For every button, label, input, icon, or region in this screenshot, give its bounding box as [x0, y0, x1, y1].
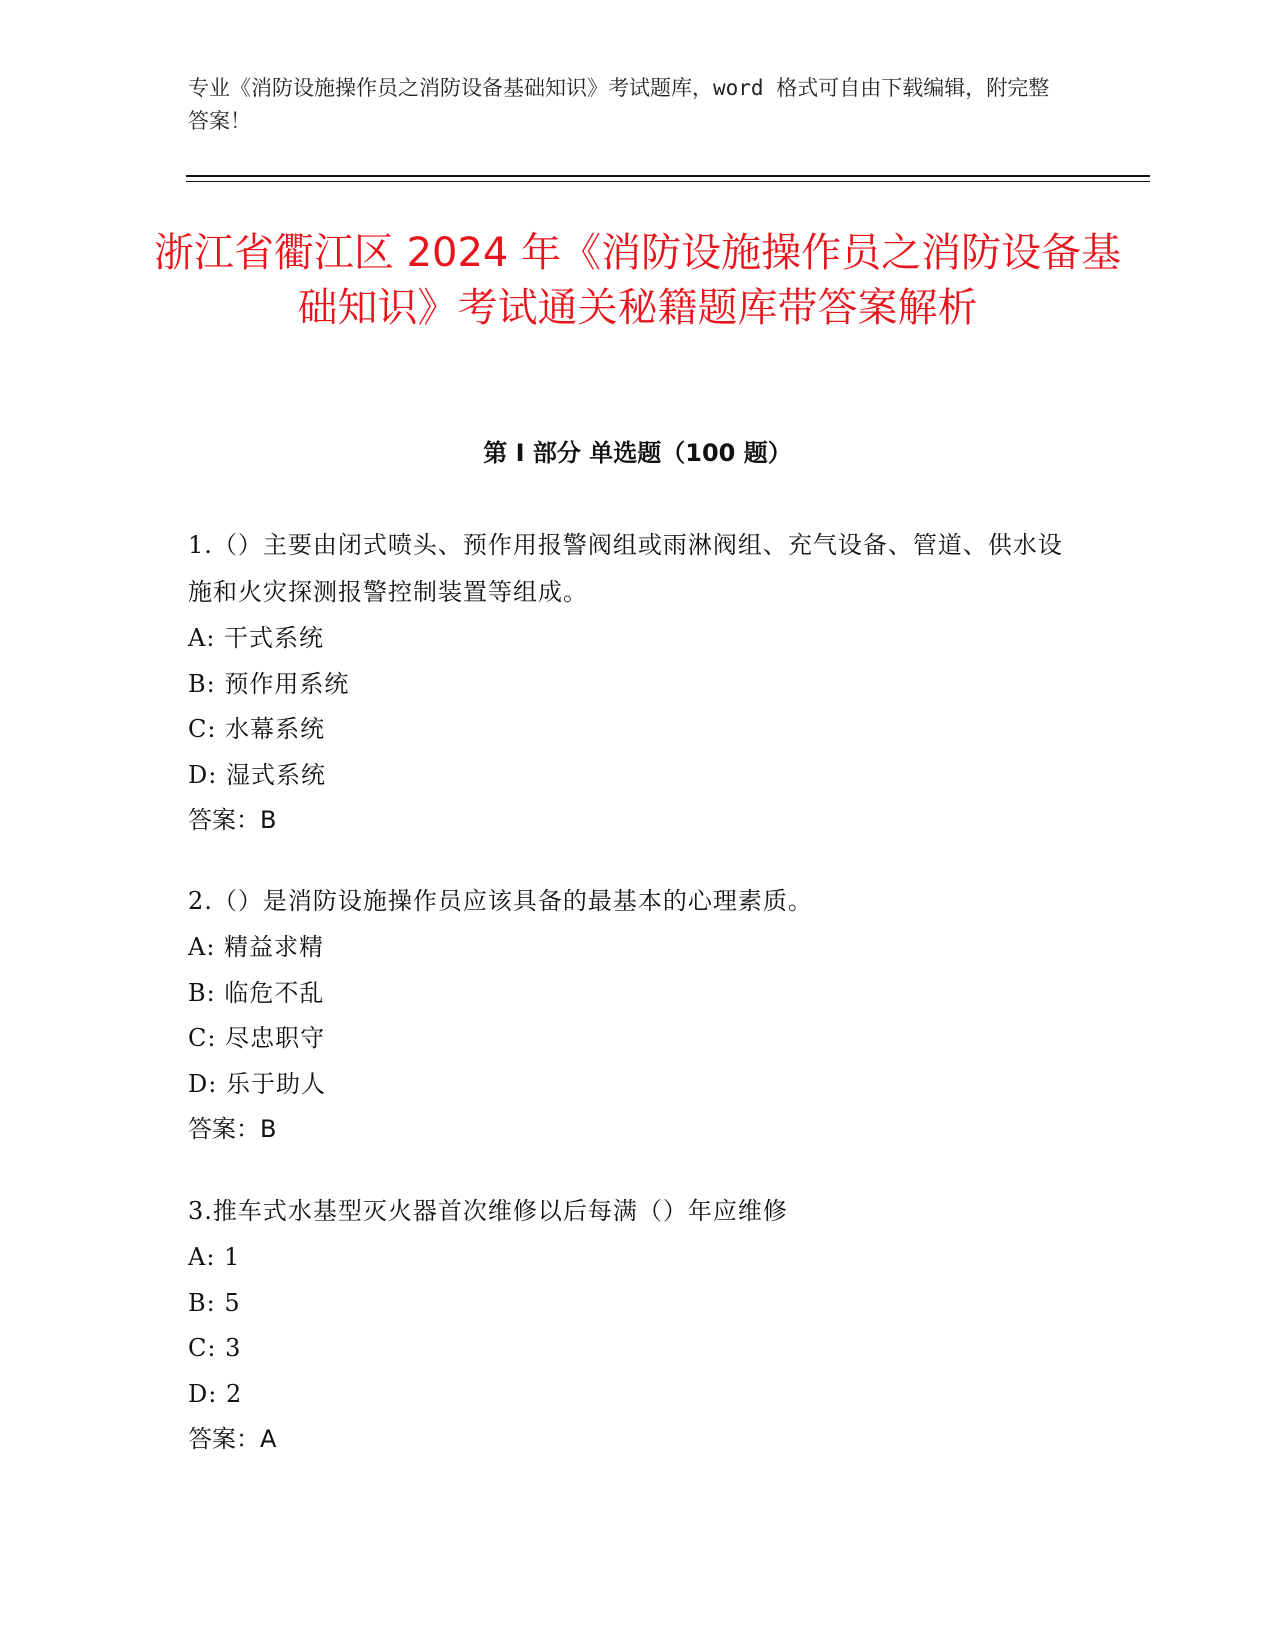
question-2 — [188, 878, 1068, 1153]
question-3 — [188, 1188, 1068, 1463]
answer: 答案：B — [188, 806, 277, 834]
answer: 答案：A — [188, 1425, 277, 1453]
option-d: D: 2 — [188, 1379, 243, 1408]
option-d: D: 乐于助人 — [188, 1069, 326, 1098]
document-title: 浙江省衢江区 2024 年《消防设施操作员之消防设备基础知识》考试通关秘籍题库带答案解析 — [153, 230, 1122, 331]
header-divider-thin — [186, 181, 1150, 182]
option-a: A: 精益求精 — [188, 933, 325, 961]
header-divider-thick — [186, 175, 1150, 177]
question-1 — [188, 522, 1068, 844]
option-b: B: 临危不乱 — [188, 978, 325, 1007]
option-d: D: 湿式系统 — [188, 760, 326, 789]
option-a: A: 1 — [188, 1243, 241, 1271]
option-c: C: 水幕系统 — [188, 715, 326, 743]
question-stem: 1.（）主要由闭式喷头、预作用报警阀组或雨淋阀组、充气设备、管道、供水设施和火灾探测报警控制装置等组成。 — [188, 531, 1063, 606]
option-b: B: 5 — [188, 1288, 241, 1317]
header-note: 专业《消防设施操作员之消防设备基础知识》考试题库，word 格式可自由下载编辑，附完整答案！ — [188, 76, 1050, 133]
option-b: B: 预作用系统 — [188, 669, 350, 698]
section-title: 第 I 部分 单选题（100 题） — [483, 439, 792, 467]
option-c: C: 3 — [188, 1334, 242, 1362]
answer: 答案：B — [188, 1115, 277, 1143]
option-c: C: 尽忠职守 — [188, 1024, 326, 1052]
option-a: A: 干式系统 — [188, 624, 325, 652]
question-stem: 2.（）是消防设施操作员应该具备的最基本的心理素质。 — [188, 887, 813, 915]
question-stem: 3.推车式水基型灭火器首次维修以后每满（）年应维修 — [188, 1197, 788, 1225]
